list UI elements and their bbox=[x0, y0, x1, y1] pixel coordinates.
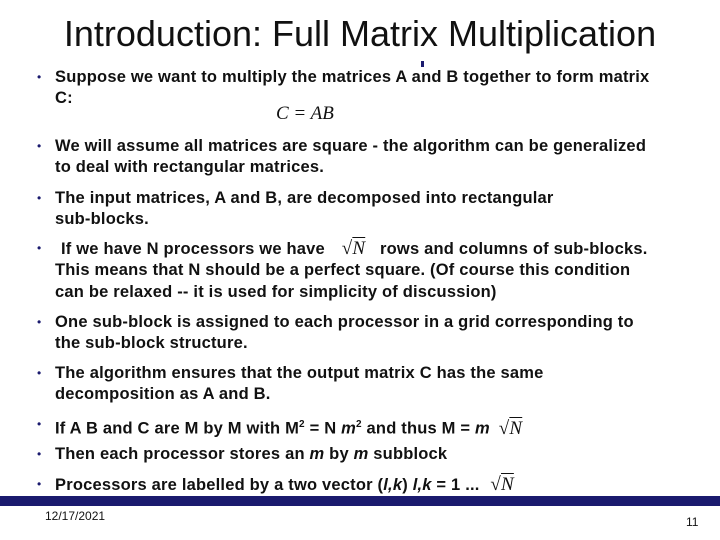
bullet-marker: • bbox=[37, 139, 42, 153]
bullet-marker: • bbox=[37, 241, 42, 255]
footer-date: 12/17/2021 bbox=[45, 509, 106, 523]
bullet-marker: • bbox=[37, 70, 42, 84]
bullet-5-line-1: One sub-block is assigned to each processor in a grid corresponding to bbox=[55, 313, 634, 331]
bullet-1-line-1: Suppose we want to multiply the matrices A and B together to form matrix bbox=[55, 68, 650, 86]
bullet-2-line-2: to deal with rectangular matrices. bbox=[55, 158, 325, 176]
bullet-9-text-c: = 1 ... bbox=[431, 476, 485, 494]
bullet-8-text-b: by bbox=[324, 445, 354, 463]
bullet-7-line-1 bbox=[55, 414, 522, 440]
sqrt-n-symbol: √N bbox=[490, 474, 514, 495]
slide-title: Introduction: Full Matrix Multiplication bbox=[63, 13, 657, 54]
bullet-8-text-a: Then each processor stores an bbox=[55, 445, 310, 463]
var-m: m bbox=[341, 419, 356, 438]
var-lk: l,k bbox=[412, 476, 432, 494]
bullet-9-line-1 bbox=[55, 474, 514, 496]
bullet-4-line-1 bbox=[61, 238, 648, 260]
bullet-7-text-a: If A B and C are M by M with M bbox=[55, 419, 300, 438]
sqrt-n-symbol: √N bbox=[498, 417, 523, 439]
bullet-7-text-c: and thus M = bbox=[361, 419, 476, 438]
bullet-6-line-1: The algorithm ensures that the output matrix C has the same bbox=[55, 364, 544, 382]
bullet-2-line-1: We will assume all matrices are square - the algorithm can be generalized bbox=[55, 137, 647, 155]
page-number: 11 bbox=[686, 515, 699, 529]
bullet-marker: • bbox=[37, 477, 42, 491]
bullet-3-line-1: The input matrices, A and B, are decomposed into rectangular bbox=[55, 189, 554, 207]
var-m: m bbox=[309, 445, 325, 463]
bullet-8-line-1 bbox=[55, 444, 447, 465]
bullet-marker: • bbox=[37, 447, 42, 461]
superscript: 2 bbox=[356, 419, 362, 430]
bullet-8-text-c: subblock bbox=[368, 445, 448, 463]
bullet-marker: • bbox=[37, 315, 42, 329]
bullet-3-line-2: sub-blocks. bbox=[55, 210, 149, 228]
var-m: m bbox=[353, 445, 369, 463]
var-lk: l,k bbox=[383, 476, 403, 494]
footer-bar bbox=[0, 496, 720, 506]
bullet-marker: • bbox=[37, 366, 42, 380]
equation-c-ab: C = AB bbox=[276, 103, 334, 124]
bullet-1-line-2: C: bbox=[55, 89, 73, 107]
bullet-marker: • bbox=[37, 191, 42, 205]
var-m: m bbox=[475, 419, 490, 438]
bullet-marker: • bbox=[37, 417, 42, 431]
bullet-4-text-a: If we have N processors we have bbox=[61, 240, 325, 258]
bullet-4-text-b: rows and columns of sub-blocks. bbox=[380, 240, 648, 258]
superscript: 2 bbox=[299, 419, 305, 430]
sqrt-argument: N bbox=[509, 417, 523, 439]
bullet-9-text-a: Processors are labelled by a two vector ( bbox=[55, 476, 384, 494]
sqrt-argument: N bbox=[500, 474, 514, 495]
bullet-9-text-b: ) bbox=[402, 476, 413, 494]
sqrt-argument: N bbox=[352, 238, 366, 259]
sqrt-n-symbol: √N bbox=[341, 238, 366, 259]
bullet-7-text-b: = N bbox=[304, 419, 342, 438]
bullet-6-line-2: decomposition as A and B. bbox=[55, 385, 271, 403]
bullet-4-line-3: can be relaxed -- it is used for simplicity of discussion) bbox=[55, 283, 497, 301]
bullet-5-line-2: the sub-block structure. bbox=[55, 334, 248, 352]
bullet-4-line-2: This means that N should be a perfect square. (Of course this condition bbox=[55, 261, 631, 279]
